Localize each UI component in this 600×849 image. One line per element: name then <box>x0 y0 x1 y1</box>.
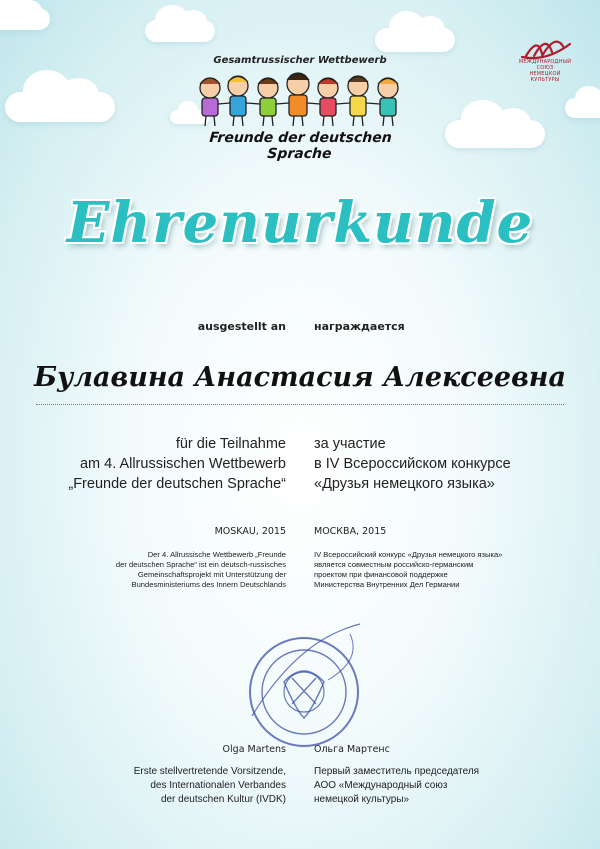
dotted-divider <box>36 404 564 405</box>
official-stamp-icon <box>232 620 382 750</box>
recipient-name: Булавина Анастасия Алексеевна <box>34 362 566 393</box>
certificate-title: Ehrenurkunde <box>66 190 534 256</box>
cloud-decoration <box>0 8 50 30</box>
awarded-label-de: ausgestellt an <box>197 320 286 333</box>
place-date-de: MOSKAU, 2015 <box>214 526 286 537</box>
cloud-decoration <box>565 98 600 118</box>
cloud-decoration <box>5 92 115 122</box>
project-note-ru: IV Всероссийский конкурс «Друзья немецкого языка» является совместным российско-германским проектом при финансовой поддержке Министерства Внутренних Дел Германии <box>314 550 503 589</box>
project-note-de: Der 4. Allrussische Wettbewerb „Freunde der deutschen Sprache“ ist ein deutsch-russisches Gemeinschaftsprojekt mit Unterstützung der Bundesministeriums des Innern Deutschlands <box>115 550 286 589</box>
children-illustration-icon <box>188 70 412 128</box>
place-date-ru: МОСКВА, 2015 <box>314 526 387 537</box>
signatory-name-ru: Ольга Мартенс <box>314 744 390 755</box>
competition-subtitle: Gesamtrussischer Wettbewerb <box>213 55 387 66</box>
cloud-decoration <box>145 20 215 42</box>
participation-text-ru: за участие в IV Всероссийском конкурсе «Друзья немецкого языка» <box>314 436 511 492</box>
signatory-role-de: Erste stellvertretende Vorsitzende, des Internationalen Verbandes der deutschen Kultur (IVDK) <box>133 766 286 805</box>
signatory-name-de: Olga Martens <box>222 744 286 755</box>
signatory-role-ru: Первый заместитель председателя АОО «Международный союз немецкой культуры» <box>314 766 480 805</box>
cloud-decoration <box>375 28 455 52</box>
competition-name: Freunde der deutschen Sprache <box>208 130 393 162</box>
logo-caption: МЕЖДУНАРОДНЫЙ СОЮЗ НЕМЕЦКОЙ КУЛЬТУРЫ <box>518 59 572 83</box>
cloud-decoration <box>445 120 545 148</box>
awarded-label-ru: награждается <box>314 320 405 333</box>
participation-text-de: für die Teilnahme am 4. Allrussischen Wettbewerb „Freunde der deutschen Sprache“ <box>68 436 286 492</box>
